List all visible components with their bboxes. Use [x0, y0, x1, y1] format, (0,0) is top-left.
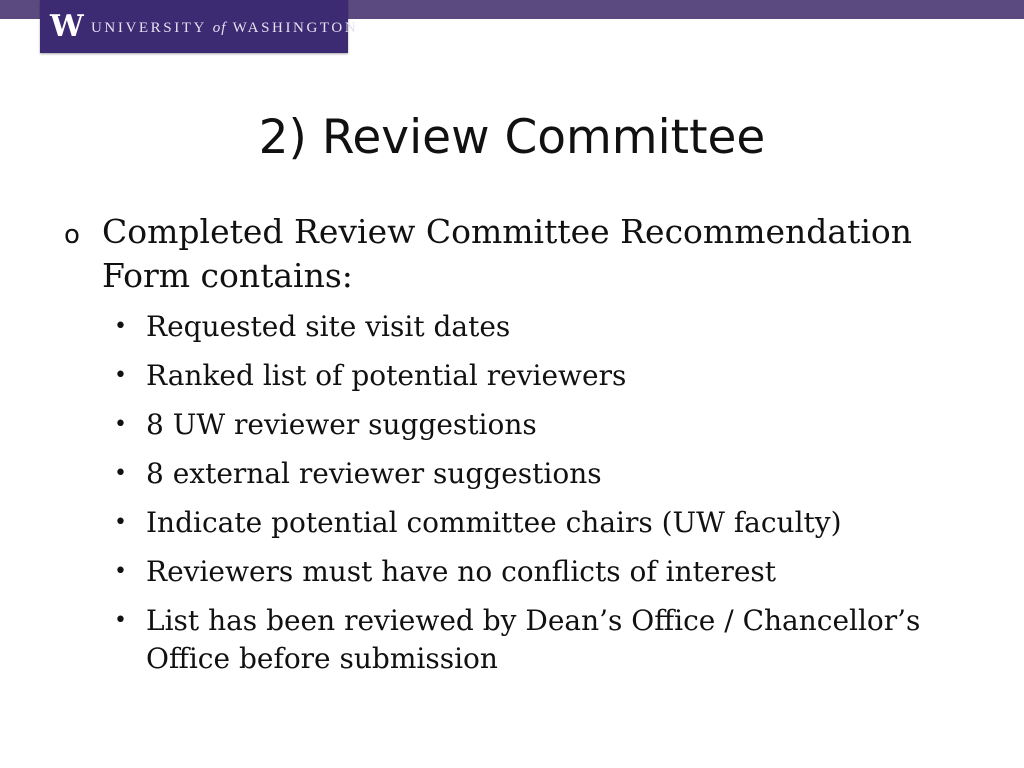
bullet-icon: • [114, 559, 127, 584]
hollow-circle-bullet-icon: o [64, 220, 80, 250]
sub-bullet-list [64, 308, 964, 678]
university-logo [40, 0, 359, 53]
list-item [64, 455, 964, 493]
slide-title: 2) Review Committee [258, 110, 766, 165]
main-bullet-text: Completed Review Committee Recommendation Form contains: [102, 212, 913, 295]
bullet-icon: • [114, 412, 127, 437]
list-item [64, 308, 964, 346]
main-bullet-point [64, 210, 964, 298]
list-item [64, 357, 964, 395]
uw-w-logo-icon: W [50, 9, 82, 44]
slide-content [64, 210, 964, 689]
bullet-icon: • [114, 608, 127, 633]
bullet-icon: • [114, 363, 127, 388]
list-item-text: 8 external reviewer suggestions [146, 457, 602, 490]
list-item [64, 406, 964, 444]
logo-word-university: UNIVERSITY [91, 20, 207, 36]
bullet-icon: • [114, 510, 127, 535]
list-item-text: Ranked list of potential reviewers [146, 359, 627, 392]
list-item [64, 602, 964, 678]
list-item [64, 553, 964, 591]
list-item-text: Indicate potential committee chairs (UW faculty) [146, 506, 842, 539]
bullet-icon: • [114, 461, 127, 486]
bullet-icon: • [114, 314, 127, 339]
logo-word-washington: WASHINGTON [232, 20, 359, 36]
list-item-text: 8 UW reviewer suggestions [146, 408, 537, 441]
list-item [64, 504, 964, 542]
list-item-text: Reviewers must have no conflicts of interest [146, 555, 777, 588]
logo-word-of: of [212, 20, 227, 36]
list-item-text: List has been reviewed by Dean’s Office / Chancellor’s Office before submission [146, 604, 921, 675]
list-item-text: Requested site visit dates [146, 310, 511, 343]
logo-wordmark [91, 20, 358, 36]
